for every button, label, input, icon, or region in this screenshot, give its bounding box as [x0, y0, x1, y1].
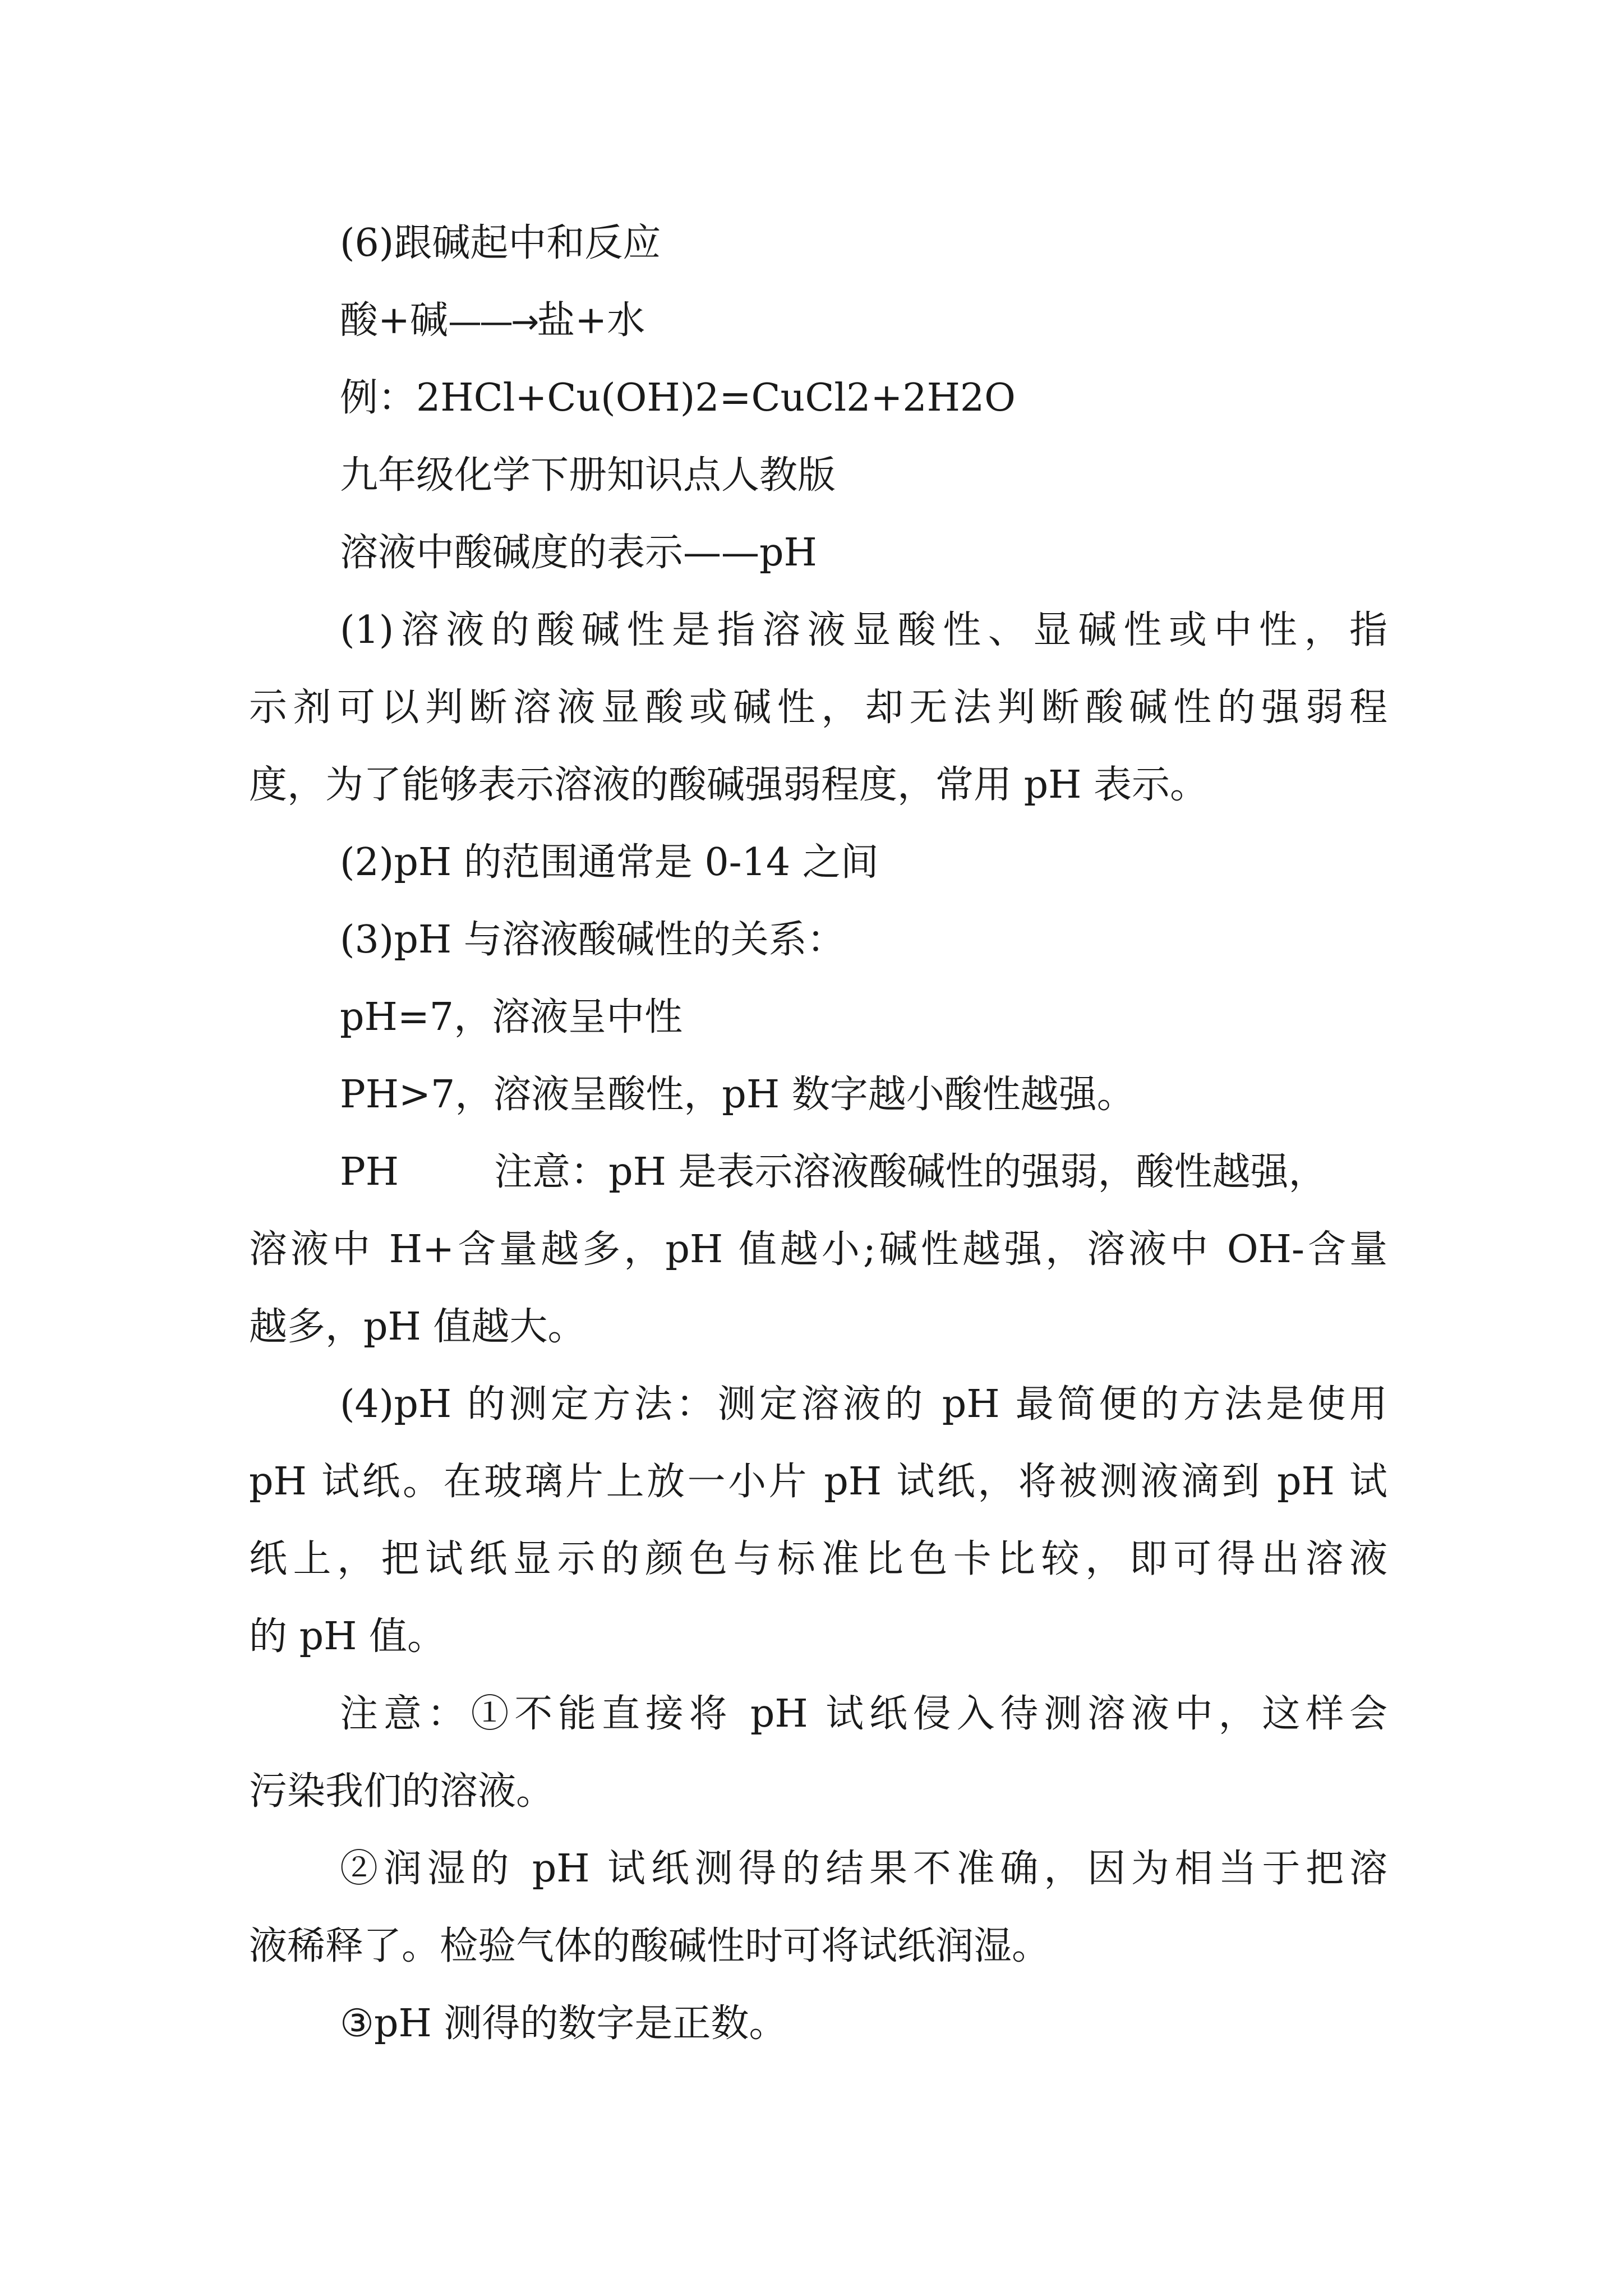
- note-1-text: 注意：pH 是表示溶液酸碱性的强弱，酸性越强，: [494, 1150, 1327, 1194]
- equation-left: 酸+碱: [340, 298, 448, 343]
- paragraph-4-line-1: (4)pH 的测定方法：测定溶液的 pH 最简便的方法是使用: [340, 1382, 1387, 1427]
- paragraph-1-line-3: 度，为了能够表示溶液的酸碱强弱程度，常用 pH 表示。: [249, 763, 1209, 807]
- note-1-line-1: [340, 1150, 1387, 1194]
- note-1-line-3: 越多，pH 值越大。: [249, 1305, 586, 1349]
- section-subtitle: 溶液中酸碱度的表示——pH: [340, 531, 817, 575]
- ph-acidic: PH>7，溶液呈酸性，pH 数字越小酸性越强。: [340, 1073, 1135, 1117]
- reaction-arrow: ——→: [448, 302, 537, 342]
- note-1-line-2: 溶液中 H+含量越多，pH 值越小;碱性越强，溶液中 OH-含量: [249, 1227, 1387, 1272]
- section6-heading: (6)跟碱起中和反应: [340, 221, 661, 265]
- document-title: 九年级化学下册知识点人教版: [340, 453, 836, 498]
- paragraph-4-line-2: pH 试纸。在玻璃片上放一小片 pH 试纸，将被测液滴到 pH 试: [249, 1460, 1387, 1504]
- note-2-line-2: 污染我们的溶液。: [249, 1769, 555, 1814]
- note-3-line-2: 液稀释了。检验气体的酸碱性时可将试纸润湿。: [249, 1924, 1050, 1968]
- equation-right: 盐+水: [537, 298, 645, 343]
- neutralization-equation: [340, 298, 645, 343]
- paragraph-2: (2)pH 的范围通常是 0-14 之间: [340, 840, 879, 885]
- note-1-lead: PH: [340, 1150, 399, 1194]
- reaction-example: 例：2HCl+Cu(OH)2=CuCl2+2H2O: [340, 376, 1016, 420]
- paragraph-4-line-3: 纸上，把试纸显示的颜色与标准比色卡比较，即可得出溶液: [249, 1537, 1387, 1581]
- paragraph-1-line-2: 示剂可以判断溶液显酸或碱性，却无法判断酸碱性的强弱程: [249, 685, 1387, 730]
- paragraph-4-line-4: 的 pH 值。: [249, 1614, 446, 1659]
- ph-neutral: pH=7，溶液呈中性: [340, 995, 683, 1039]
- note-3-line-1: ②润湿的 pH 试纸测得的结果不准确，因为相当于把溶: [340, 1847, 1387, 1891]
- note-4: ③pH 测得的数字是正数。: [340, 2001, 787, 2046]
- note-2-line-1: 注意：①不能直接将 pH 试纸侵入待测溶液中，这样会: [340, 1692, 1387, 1736]
- paragraph-1-line-1: (1)溶液的酸碱性是指溶液显酸性、显碱性或中性，指: [340, 608, 1387, 652]
- paragraph-3: (3)pH 与溶液酸碱性的关系：: [340, 918, 845, 962]
